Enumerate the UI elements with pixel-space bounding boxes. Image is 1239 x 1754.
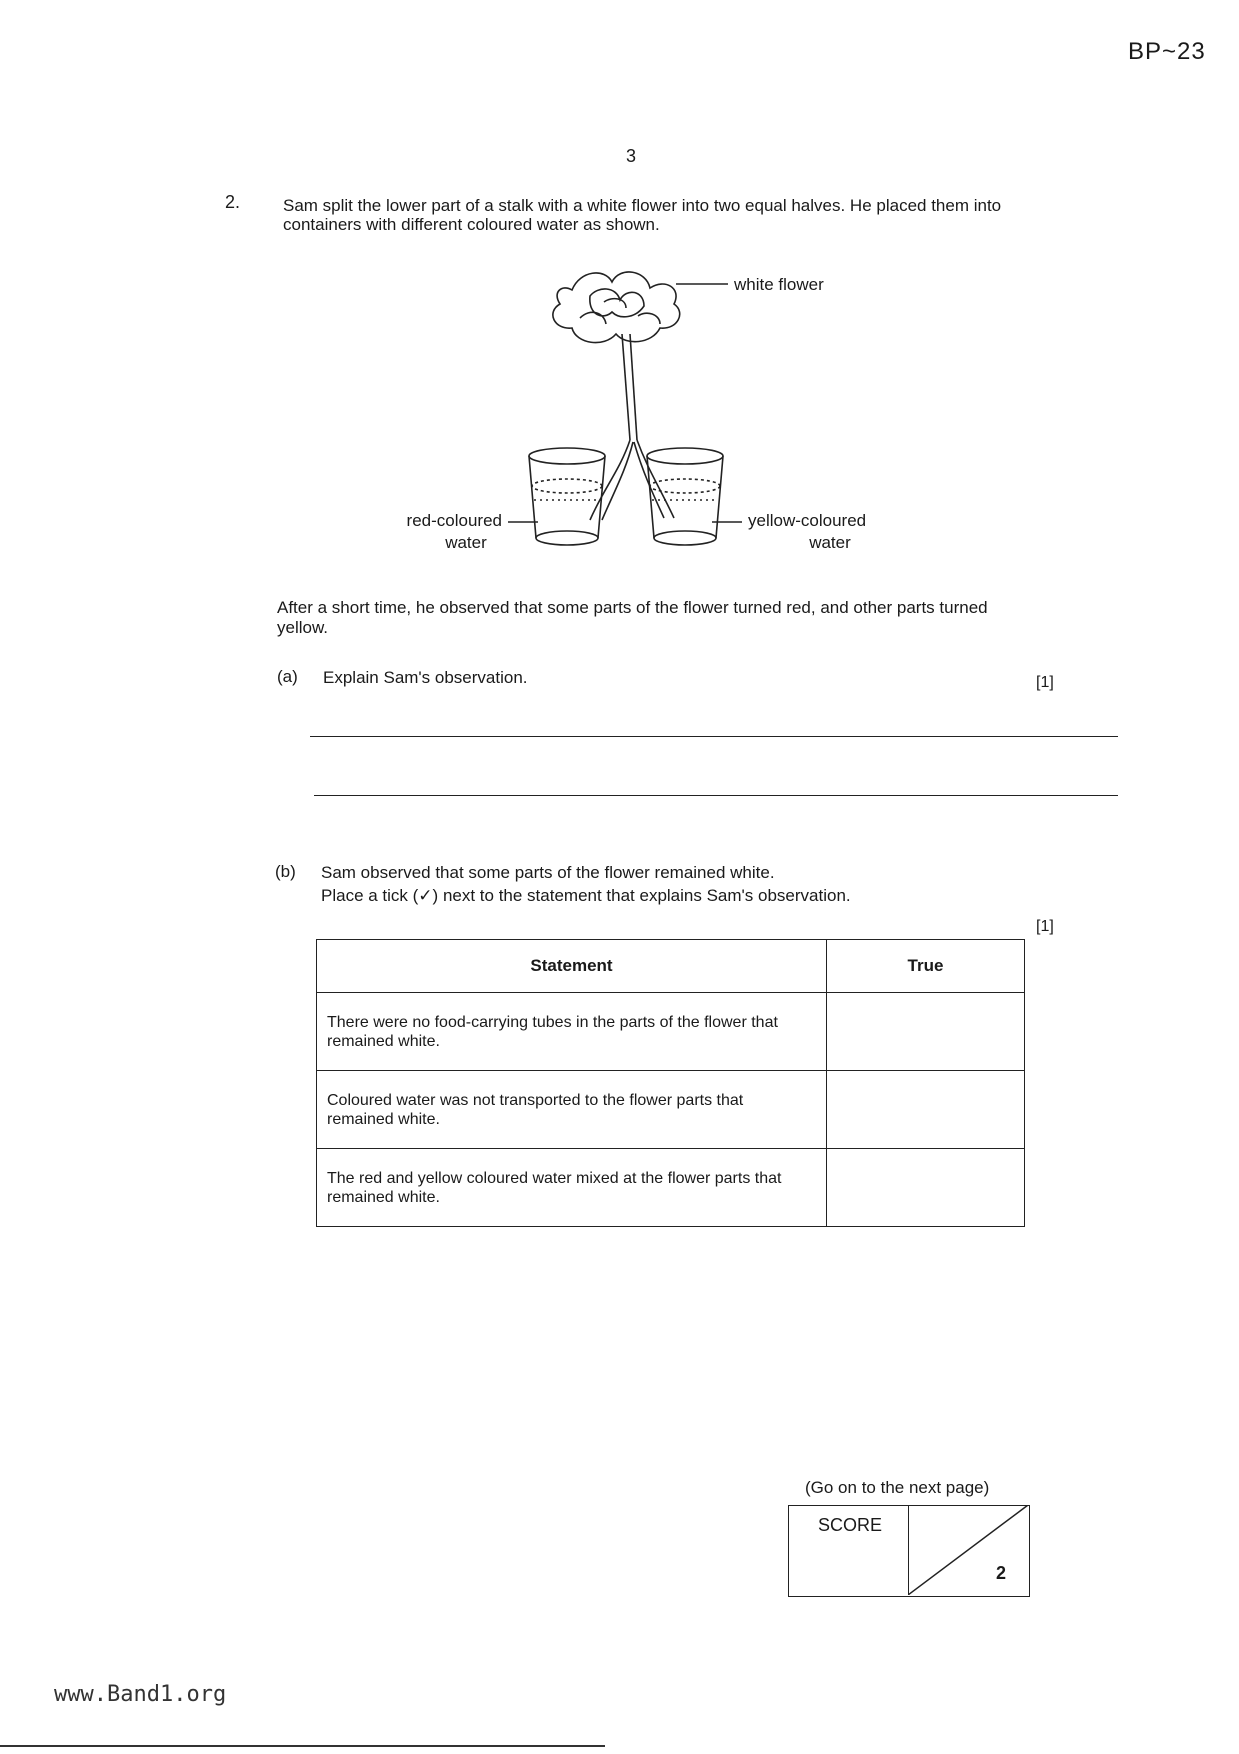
yellow-water-container [647, 448, 723, 545]
label-white-flower: white flower [734, 275, 824, 294]
paper-code: BP~23 [1128, 38, 1206, 65]
flower-experiment-diagram [390, 260, 910, 560]
part-a-text: Explain Sam's observation. [323, 668, 528, 687]
tick-cell-3[interactable] [827, 1149, 1025, 1227]
statement-2: Coloured water was not transported to the flower parts that remained white. [317, 1071, 827, 1149]
answer-line-1[interactable] [310, 736, 1118, 737]
table-row [317, 993, 1025, 1071]
header-true: True [827, 940, 1025, 993]
part-b-line2: Place a tick (✓) next to the statement that explains Sam's observation. [321, 886, 851, 905]
score-total: 2 [996, 1563, 1007, 1583]
white-flower-icon [553, 272, 680, 343]
red-water-container [529, 448, 605, 545]
tick-cell-1[interactable] [827, 993, 1025, 1071]
label-red-water-line2: water [445, 533, 487, 552]
table-row [317, 1149, 1025, 1227]
part-b-label: (b) [275, 862, 296, 881]
part-a-marks: [1] [1036, 674, 1054, 691]
statement-3: The red and yellow coloured water mixed at the flower parts that remained white. [317, 1149, 827, 1227]
observation-text: After a short time, he observed that some parts of the flower turned red, and other parts turned yellow. [277, 598, 988, 637]
answer-line-2[interactable] [314, 795, 1118, 796]
part-a-label: (a) [277, 667, 298, 686]
statement-table [316, 939, 1025, 1227]
score-label: SCORE [818, 1515, 883, 1535]
part-b-marks: [1] [1036, 918, 1054, 935]
header-statement: Statement [317, 940, 827, 993]
tick-cell-2[interactable] [827, 1071, 1025, 1149]
label-yellow-water-line1: yellow-coloured [748, 511, 867, 530]
part-b-line1: Sam observed that some parts of the flower remained white. [321, 863, 775, 882]
table-row [317, 1071, 1025, 1149]
question-intro: Sam split the lower part of a stalk with a white flower into two equal halves. He placed them into containers with different coloured water as shown. [283, 196, 1002, 234]
label-red-water-line1: red-coloured [406, 511, 502, 530]
footer-rule [0, 1745, 605, 1747]
statement-1: There were no food-carrying tubes in the parts of the flower that remained white. [317, 993, 827, 1071]
score-slash [908, 1505, 1028, 1595]
go-on-note: (Go on to the next page) [805, 1478, 990, 1497]
table-header-row [317, 940, 1025, 993]
page-number: 3 [626, 146, 637, 166]
watermark: www.Band1.org [54, 1682, 227, 1707]
question-number: 2. [225, 192, 241, 212]
label-yellow-water-line2: water [809, 533, 851, 552]
